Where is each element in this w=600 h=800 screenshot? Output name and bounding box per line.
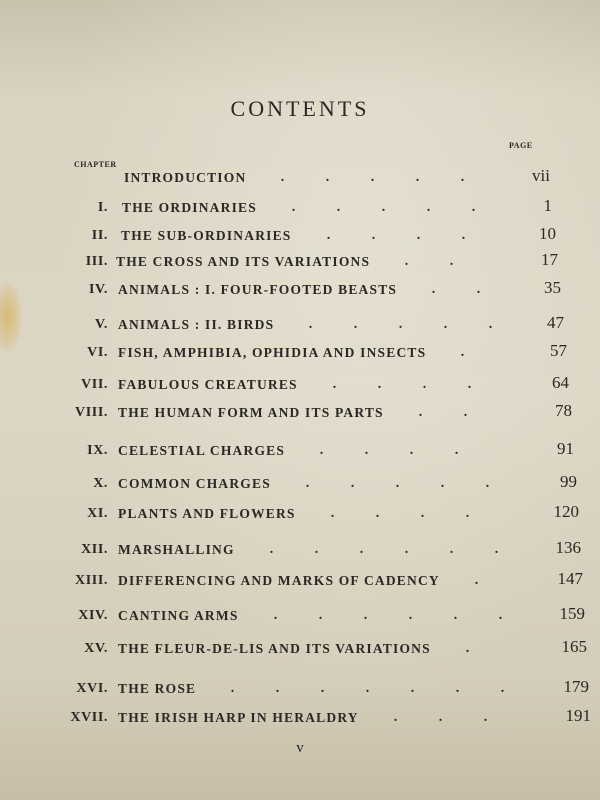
dot-leader: . . . — [393, 710, 488, 725]
chapter-title: ANIMALS : I. FOUR-FOOTED BEASTS — [118, 282, 398, 297]
page-reference: 78 — [555, 401, 572, 420]
chapter-number: XII. — [81, 542, 108, 557]
toc-entry — [0, 166, 600, 196]
chapter-title: THE IRISH HARP IN HERALDRY — [118, 710, 359, 725]
page-reference: 191 — [565, 706, 591, 725]
dot-leader: . . . . . — [291, 200, 476, 215]
chapter-title: THE SUB-ORDINARIES — [121, 228, 292, 243]
page-reference: 47 — [547, 313, 564, 332]
page-reference: 120 — [553, 502, 579, 521]
toc-entry — [0, 706, 600, 736]
chapter-title: FISH, AMPHIBIA, OPHIDIA AND INSECTS — [118, 345, 427, 360]
chapter-title: CELESTIAL CHARGES — [118, 443, 286, 458]
chapter-title: THE CROSS AND ITS VARIATIONS — [116, 254, 371, 269]
chapter-number: XVII. — [70, 710, 108, 725]
chapter-title: CANTING ARMS — [118, 608, 239, 623]
page-reference: 57 — [550, 341, 567, 360]
chapter-number: IX. — [87, 443, 108, 458]
dot-leader: . . . . . . . — [230, 681, 505, 696]
page-reference: 1 — [543, 196, 552, 215]
dot-leader: . — [465, 641, 470, 656]
page-reference: 10 — [539, 224, 556, 243]
chapter-title: THE ROSE — [118, 681, 197, 696]
dot-leader: . — [460, 345, 465, 360]
page-reference: 64 — [552, 373, 569, 392]
toc-entry — [0, 604, 600, 634]
chapter-number: V. — [94, 317, 108, 332]
dot-leader: . . — [431, 282, 481, 297]
chapter-number: XIV. — [78, 608, 108, 623]
page-reference: 99 — [560, 472, 577, 491]
toc-entry — [0, 677, 600, 707]
toc-entry — [0, 278, 600, 308]
dot-leader: . . . . . . — [269, 542, 499, 557]
dot-leader: . . . . . — [308, 317, 493, 332]
chapter-title: MARSHALLING — [118, 542, 235, 557]
page-reference: 147 — [557, 569, 583, 588]
page-reference: 17 — [541, 250, 558, 269]
page-reference: 165 — [561, 637, 587, 656]
chapter-number: II. — [91, 228, 108, 243]
chapter-title: FABULOUS CREATURES — [118, 377, 298, 392]
toc-entry — [0, 569, 600, 599]
chapter-column-header: CHAPTER — [74, 160, 117, 169]
toc-entry — [0, 313, 600, 343]
toc-entry — [0, 250, 600, 280]
chapter-number: XI. — [87, 506, 108, 521]
dot-leader: . . . . — [330, 506, 470, 521]
chapter-number: VIII. — [75, 405, 108, 420]
toc-entry — [0, 341, 600, 371]
toc-entry — [0, 472, 600, 502]
chapter-title: THE FLEUR-DE-LIS AND ITS VARIATIONS — [118, 641, 431, 656]
chapter-title: INTRODUCTION — [124, 170, 247, 185]
page-reference: 35 — [544, 278, 561, 297]
toc-entry — [0, 224, 600, 254]
page-reference: 136 — [555, 538, 581, 557]
toc-entry — [0, 401, 600, 431]
page-reference: 159 — [559, 604, 585, 623]
toc-entry — [0, 373, 600, 403]
chapter-number: X. — [93, 476, 108, 491]
toc-entry — [0, 538, 600, 568]
page-column-header: PAGE — [509, 141, 533, 150]
chapter-title: ANIMALS : II. BIRDS — [118, 317, 275, 332]
chapter-title: PLANTS AND FLOWERS — [118, 506, 296, 521]
toc-entry — [0, 439, 600, 469]
chapter-title: THE HUMAN FORM AND ITS PARTS — [118, 405, 384, 420]
chapter-number: I. — [97, 200, 108, 215]
dot-leader: . — [474, 573, 479, 588]
dot-leader: . . — [404, 254, 454, 269]
chapter-number: XV. — [84, 641, 108, 656]
chapter-title: DIFFERENCING AND MARKS OF CADENCY — [118, 573, 440, 588]
dot-leader: . . . . . — [305, 476, 490, 491]
dot-leader: . . . . . — [280, 170, 465, 185]
chapter-number: VII. — [81, 377, 108, 392]
page-reference: 91 — [557, 439, 574, 458]
toc-entry — [0, 196, 600, 226]
chapter-title: COMMON CHARGES — [118, 476, 271, 491]
dot-leader: . . . . . . — [273, 608, 503, 623]
page-reference: 179 — [563, 677, 589, 696]
chapter-number: III. — [85, 254, 108, 269]
chapter-number: IV. — [88, 282, 108, 297]
dot-leader: . . . . — [319, 443, 459, 458]
dot-leader: . . . . — [326, 228, 466, 243]
page-number: v — [296, 740, 304, 756]
dot-leader: . . — [418, 405, 468, 420]
page-reference: vii — [532, 166, 550, 185]
toc-entry — [0, 502, 600, 532]
chapter-title: THE ORDINARIES — [122, 200, 257, 215]
page-title: CONTENTS — [230, 96, 370, 121]
toc-entry — [0, 637, 600, 667]
dot-leader: . . . . — [332, 377, 472, 392]
chapter-number: XIII. — [75, 573, 108, 588]
chapter-number: VI. — [87, 345, 108, 360]
chapter-number: XVI. — [76, 681, 108, 696]
